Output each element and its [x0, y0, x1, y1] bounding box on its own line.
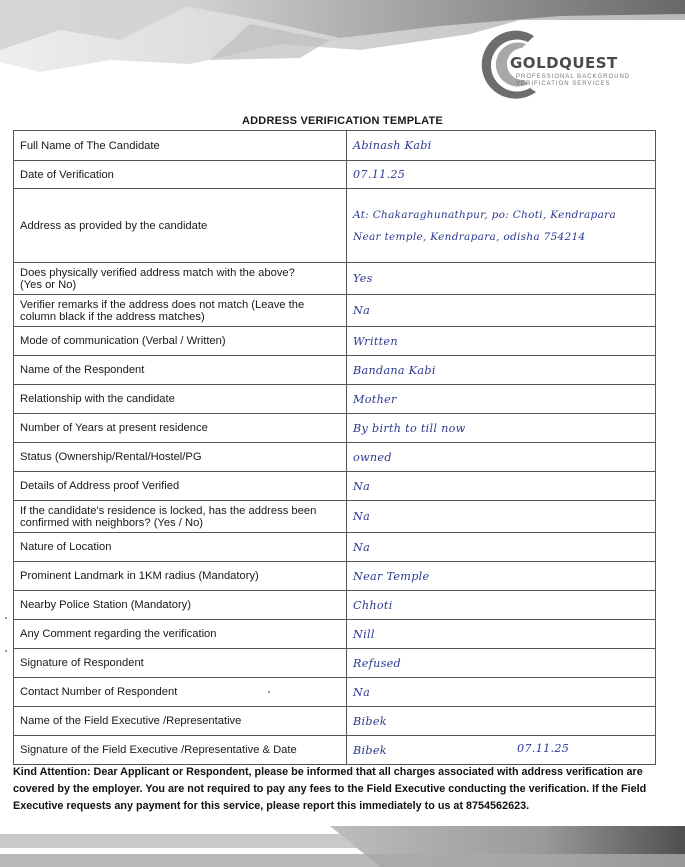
row-label: Contact Number of Respondent: [14, 678, 347, 707]
table-row: [14, 327, 656, 356]
row-value: Na: [347, 533, 656, 562]
table-row: [14, 707, 656, 736]
row-label-line: Verifier remarks if the address does not match (Leave the: [20, 298, 305, 311]
row-label: Signature of the Field Executive /Representative & Date: [14, 736, 347, 765]
row-label: Status (Ownership/Rental/Hostel/PG: [14, 443, 347, 472]
logo-tagline-line-2: VERIFICATION SERVICES: [516, 81, 611, 87]
address-line-2: Near temple, Kendrapara, odisha 754214: [353, 230, 586, 243]
row-label: Prominent Landmark in 1KM radius (Mandatory): [14, 562, 347, 591]
logo-tagline: [516, 74, 630, 88]
row-label: Nearby Police Station (Mandatory): [14, 591, 347, 620]
table-row: [14, 189, 656, 263]
table-row: [14, 295, 656, 327]
row-label-line: confirmed with neighbors? (Yes / No): [20, 516, 204, 529]
table-row: [14, 414, 656, 443]
table-row: [14, 736, 656, 765]
table-row: [14, 678, 656, 707]
table-row: [14, 533, 656, 562]
row-value: [347, 189, 656, 263]
table-row: [14, 263, 656, 295]
row-label: [14, 501, 347, 533]
row-label-line: (Yes or No): [20, 278, 77, 291]
table-row: [14, 591, 656, 620]
row-value: Na: [347, 501, 656, 533]
footer-decorative-band: [0, 826, 685, 867]
notice-lead: Kind Attention:: [13, 766, 91, 778]
row-label: Any Comment regarding the verification: [14, 620, 347, 649]
scan-speck: [5, 617, 7, 619]
row-label: Name of the Respondent: [14, 356, 347, 385]
row-value: Chhoti: [347, 591, 656, 620]
row-label: Nature of Location: [14, 533, 347, 562]
scan-speck: [268, 691, 270, 693]
row-value: Bandana Kabi: [347, 356, 656, 385]
row-value: Na: [347, 472, 656, 501]
table-row: [14, 501, 656, 533]
row-value: Near Temple: [347, 562, 656, 591]
row-label-line: Does physically verified address match with the above?: [20, 266, 295, 279]
table-row: [14, 161, 656, 189]
logo-name: GOLDQUEST: [510, 54, 618, 72]
row-label: Relationship with the candidate: [14, 385, 347, 414]
row-label: [14, 263, 347, 295]
table-row: [14, 443, 656, 472]
row-label: [14, 295, 347, 327]
row-label: Name of the Field Executive /Representative: [14, 707, 347, 736]
row-value: Written: [347, 327, 656, 356]
row-value: owned: [347, 443, 656, 472]
scan-speck: [5, 650, 7, 652]
table-row: [14, 356, 656, 385]
table-row: [14, 472, 656, 501]
table-row: [14, 385, 656, 414]
row-value: Yes: [347, 263, 656, 295]
goldquest-logo: [474, 30, 644, 100]
kind-attention-notice: [13, 764, 663, 815]
row-label: Full Name of The Candidate: [14, 131, 347, 161]
row-value: Na: [347, 678, 656, 707]
table-row: [14, 131, 656, 161]
row-value: By birth to till now: [347, 414, 656, 443]
row-label-line: If the candidate's residence is locked, has the address been: [20, 504, 317, 517]
logo-tagline-line-1: PROFESSIONAL BACKGROUND: [516, 74, 631, 80]
notice-text: Dear Applicant or Respondent, please be informed that all charges associated with address verification are covered by the employer. You are not required to pay any fees to the Field Executive conducting the verification. If the Field Executive requests any payment for this service, please report this immediately to us at 8754562623.: [13, 766, 647, 812]
row-value: Na: [347, 295, 656, 327]
table-row: [14, 620, 656, 649]
row-value: [347, 736, 656, 765]
row-label-line: column black if the address matches): [20, 310, 205, 323]
row-value: Abinash Kabi: [347, 131, 656, 161]
row-label: Mode of communication (Verbal / Written): [14, 327, 347, 356]
table-row: [14, 649, 656, 678]
row-value: 07.11.25: [347, 161, 656, 189]
row-label: Details of Address proof Verified: [14, 472, 347, 501]
row-label: Signature of Respondent: [14, 649, 347, 678]
row-label: Number of Years at present residence: [14, 414, 347, 443]
executive-signature: Bibek: [353, 743, 387, 757]
table-row: [14, 562, 656, 591]
row-label: Date of Verification: [14, 161, 347, 189]
row-value: Mother: [347, 385, 656, 414]
signature-date: 07.11.25: [517, 742, 570, 755]
verification-table: [13, 130, 656, 765]
page-title: ADDRESS VERIFICATION TEMPLATE: [242, 115, 443, 127]
row-value: Refused: [347, 649, 656, 678]
address-line-1: At: Chakaraghunathpur, po: Choti, Kendrapara: [353, 208, 617, 221]
row-value: Nill: [347, 620, 656, 649]
row-label: Address as provided by the candidate: [14, 189, 347, 263]
row-value: Bibek: [347, 707, 656, 736]
